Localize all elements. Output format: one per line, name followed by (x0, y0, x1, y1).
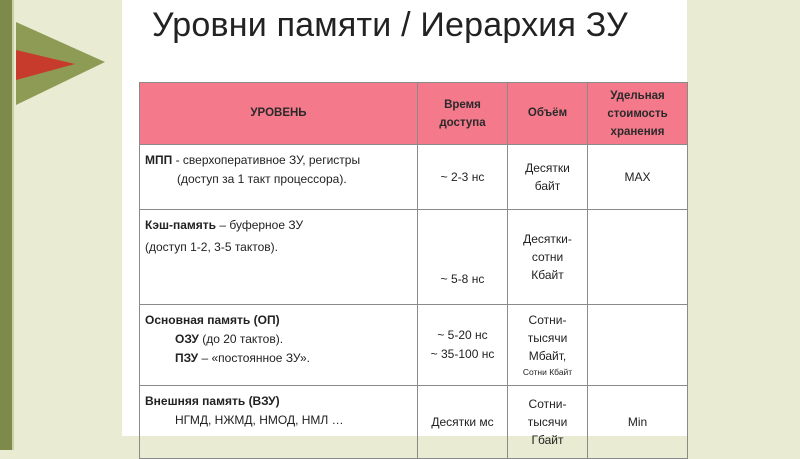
cost-cell: Min (588, 386, 688, 459)
header-access-line: доступа (439, 116, 486, 129)
header-access-line: Время (444, 98, 481, 111)
level-title (145, 392, 412, 411)
sub-item-name: ОЗУ (175, 332, 199, 346)
volume-line: тысячи (527, 331, 568, 345)
level-name: Основная память (ОП) (145, 313, 280, 327)
level-name: МПП (145, 153, 173, 167)
volume-line: тысячи (527, 415, 568, 429)
level-description: - сверхоперативное ЗУ, регистры (172, 153, 361, 167)
volume-line: Сотни- (528, 313, 567, 327)
level-title (145, 311, 412, 330)
header-cost-line: стоимость (607, 107, 668, 120)
volume-line: Десятки (525, 161, 570, 175)
decor-stripe-light (12, 0, 14, 450)
volume-line: Мбайт, (528, 349, 567, 363)
header-row (140, 83, 688, 145)
table-row (140, 305, 688, 386)
volume-line: байт (534, 179, 561, 193)
level-title (145, 216, 412, 235)
header-level: УРОВЕНЬ (140, 83, 418, 145)
level-sub-item (145, 330, 412, 349)
level-cell (140, 210, 418, 305)
memory-hierarchy-table (139, 82, 688, 459)
access-time-value: ~ 5-20 нс (437, 328, 488, 342)
access-time-value: Десятки мс (431, 415, 494, 429)
volume-line: Гбайт (531, 433, 564, 447)
table-row (140, 210, 688, 305)
access-time-cell (418, 305, 508, 386)
decor-stripe-dark (0, 0, 12, 450)
level-sub-item (145, 349, 412, 368)
level-detail: (доступ 1-2, 3-5 тактов). (145, 240, 278, 254)
cost-cell: MAX (588, 145, 688, 210)
slide-title: Уровни памяти / Иерархия ЗУ (152, 6, 628, 44)
slide (122, 0, 687, 447)
level-cell (140, 305, 418, 386)
level-description: – буферное ЗУ (216, 218, 304, 232)
access-time-value: ~ 35-100 нс (430, 347, 495, 361)
volume-line: сотни (531, 250, 564, 264)
cost-cell (588, 305, 688, 386)
level-name: Кэш-память (145, 218, 217, 232)
cost-cell (588, 210, 688, 305)
level-detail: (доступ за 1 такт процессора). (177, 172, 347, 186)
volume-cell (508, 386, 588, 459)
header-access-time (418, 83, 508, 145)
access-time-value: ~ 2-3 нс (440, 170, 485, 184)
access-time-cell (418, 386, 508, 459)
volume-cell (508, 305, 588, 386)
volume-line: Кбайт (531, 268, 564, 282)
access-time-cell (418, 210, 508, 305)
volume-cell (508, 210, 588, 305)
header-cost-line: Удельная (610, 89, 665, 102)
level-name: Внешняя память (ВЗУ) (145, 394, 280, 408)
sub-item-name: ПЗУ (175, 351, 199, 365)
level-cell (140, 386, 418, 459)
decorative-shapes (0, 0, 120, 450)
header-volume: Объём (508, 83, 588, 145)
header-storage-cost (588, 83, 688, 145)
level-cell (140, 145, 418, 210)
volume-note: Сотни Кбайт (522, 367, 573, 377)
table-row (140, 145, 688, 210)
volume-line: Сотни- (528, 397, 567, 411)
level-title (145, 151, 412, 170)
volume-line: Десятки- (523, 232, 572, 246)
header-cost-line: хранения (610, 125, 665, 138)
level-detail: НГМД, НЖМД, НМОД, НМЛ … (175, 413, 344, 427)
sub-item-description: (до 20 тактов). (198, 332, 284, 346)
access-time-value: ~ 5-8 нс (440, 272, 485, 286)
sub-item-description: – «постоянное ЗУ». (198, 351, 311, 365)
access-time-cell (418, 145, 508, 210)
table-row (140, 386, 688, 459)
volume-cell (508, 145, 588, 210)
